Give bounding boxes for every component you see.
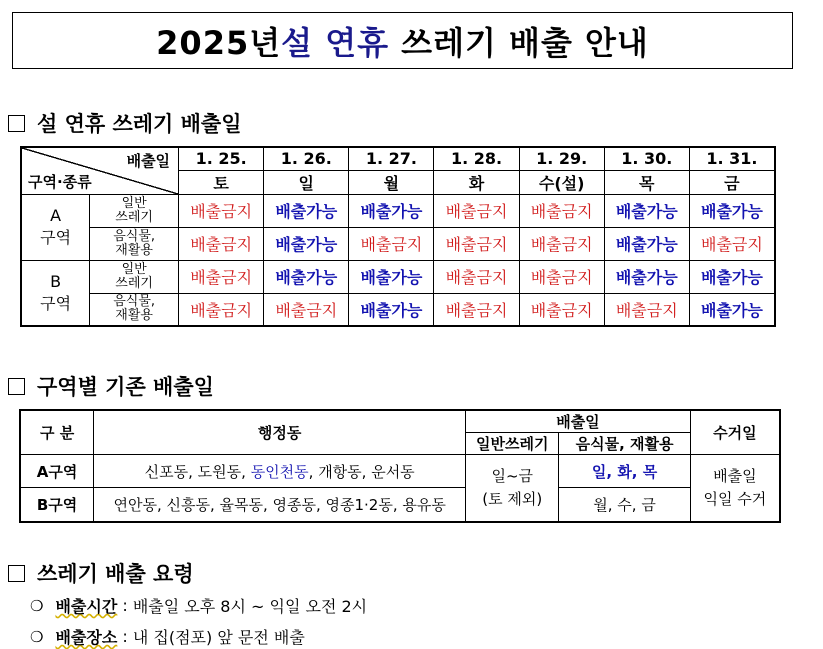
zone-label: B 구역 — [21, 260, 90, 326]
zone-b-food-days: 월, 수, 금 — [559, 488, 690, 522]
header-category: 구 분 — [20, 410, 94, 455]
status-allowed: 배출가능 — [604, 260, 689, 293]
tip-value: 배출일 오후 8시 ~ 익일 오전 2시 — [132, 597, 368, 616]
date-header: 1. 28. — [434, 147, 519, 170]
status-prohibited: 배출금지 — [434, 227, 519, 260]
date-header: 1. 27. — [349, 147, 434, 170]
date-header: 1. 29. — [519, 147, 604, 170]
date-header: 1. 25. — [179, 147, 264, 170]
status-allowed: 배출가능 — [349, 260, 434, 293]
tip-time: ❍ 배출시간 : 배출일 오후 8시 ~ 익일 오전 2시 — [30, 596, 368, 616]
header-food: 음식물, 재활용 — [559, 433, 690, 455]
general-days: 일~금 (토 제외) — [466, 455, 559, 522]
holiday-schedule-table — [20, 146, 776, 327]
status-prohibited: 배출금지 — [434, 260, 519, 293]
header-general: 일반쓰레기 — [466, 433, 559, 455]
waste-kind: 음식물, 재활용 — [90, 293, 179, 326]
day-header: 금 — [689, 170, 775, 194]
status-prohibited: 배출금지 — [179, 227, 264, 260]
status-prohibited: 배출금지 — [179, 194, 264, 227]
day-header: 화 — [434, 170, 519, 194]
zone-a-food-days: 일, 화, 목 — [559, 455, 690, 488]
table-row — [21, 227, 775, 260]
section-title: 쓰레기 배출 요령 — [37, 561, 194, 586]
day-header: 월 — [349, 170, 434, 194]
status-prohibited: 배출금지 — [519, 194, 604, 227]
status-allowed: 배출가능 — [604, 194, 689, 227]
section-title: 설 연휴 쓰레기 배출일 — [37, 111, 242, 136]
status-allowed: 배출가능 — [264, 194, 349, 227]
page-title — [12, 12, 793, 69]
status-allowed: 배출가능 — [349, 293, 434, 326]
section-holiday-dates — [8, 108, 242, 138]
status-prohibited: 배출금지 — [689, 227, 775, 260]
waste-kind: 일반 쓰레기 — [90, 260, 179, 293]
status-allowed: 배출가능 — [689, 194, 775, 227]
date-header: 1. 26. — [264, 147, 349, 170]
tip-value: 내 집(점포) 앞 문전 배출 — [132, 628, 305, 647]
circle-bullet-icon: ❍ — [30, 596, 44, 615]
zone-b: B구역 — [20, 488, 94, 522]
corner-bottom-label: 구역·종류 — [28, 172, 92, 191]
date-header: 1. 30. — [604, 147, 689, 170]
waste-kind: 일반 쓰레기 — [90, 194, 179, 227]
status-prohibited: 배출금지 — [519, 293, 604, 326]
status-allowed: 배출가능 — [264, 227, 349, 260]
table-row — [21, 194, 775, 227]
status-allowed: 배출가능 — [689, 293, 775, 326]
title-year: 2025년 — [156, 23, 282, 62]
title-rest: 쓰레기 배출 안내 — [389, 23, 649, 62]
section-title: 구역별 기존 배출일 — [37, 374, 214, 399]
status-allowed: 배출가능 — [264, 260, 349, 293]
table-corner — [21, 147, 179, 194]
section-regular-dates — [8, 371, 214, 401]
status-prohibited: 배출금지 — [434, 293, 519, 326]
circle-bullet-icon: ❍ — [30, 627, 44, 646]
waste-kind: 음식물, 재활용 — [90, 227, 179, 260]
date-header: 1. 31. — [689, 147, 775, 170]
status-allowed: 배출가능 — [689, 260, 775, 293]
table-row — [21, 260, 775, 293]
zone-a-dongs: 신포동, 도원동, 동인천동, 개항동, 운서동 — [94, 455, 466, 488]
corner-top-label: 배출일 — [126, 152, 171, 170]
zone-b-dongs: 연안동, 신흥동, 율목동, 영종동, 영종1·2동, 용유동 — [94, 488, 466, 522]
status-prohibited: 배출금지 — [179, 260, 264, 293]
header-dong: 행정동 — [94, 410, 466, 455]
tip-key: 배출장소 — [55, 628, 118, 647]
checkbox-square-icon — [8, 115, 25, 132]
status-prohibited: 배출금지 — [519, 260, 604, 293]
tip-place: ❍ 배출장소 : 내 집(점포) 앞 문전 배출 — [30, 627, 305, 647]
title-holiday: 설 연휴 — [281, 23, 390, 62]
status-allowed: 배출가능 — [604, 227, 689, 260]
checkbox-square-icon — [8, 565, 25, 582]
status-allowed: 배출가능 — [349, 194, 434, 227]
tip-key: 배출시간 — [55, 597, 118, 616]
checkbox-square-icon — [8, 378, 25, 395]
zone-label: A 구역 — [21, 194, 90, 260]
status-prohibited: 배출금지 — [519, 227, 604, 260]
collect-day: 배출일 익일 수거 — [690, 455, 780, 522]
day-header: 일 — [264, 170, 349, 194]
day-header: 토 — [179, 170, 264, 194]
zone-a: A구역 — [20, 455, 94, 488]
day-header: 목 — [604, 170, 689, 194]
status-prohibited: 배출금지 — [179, 293, 264, 326]
day-header: 수(설) — [519, 170, 604, 194]
status-prohibited: 배출금지 — [604, 293, 689, 326]
table-row — [21, 293, 775, 326]
status-prohibited: 배출금지 — [349, 227, 434, 260]
status-prohibited: 배출금지 — [434, 194, 519, 227]
header-day: 배출일 — [466, 410, 691, 433]
header-collect: 수거일 — [690, 410, 780, 455]
zone-schedule-table — [19, 409, 781, 523]
section-disposal-tips — [8, 558, 194, 588]
status-prohibited: 배출금지 — [264, 293, 349, 326]
